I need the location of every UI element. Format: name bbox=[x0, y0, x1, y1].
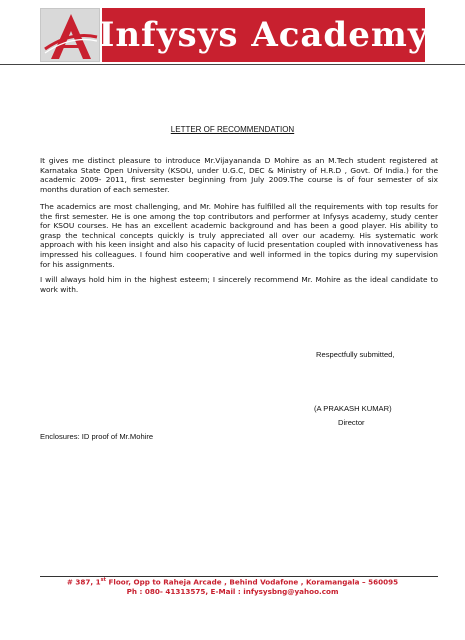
signer-name: (A PRAKASH KUMAR) bbox=[314, 404, 392, 413]
enclosures-note: Enclosures: ID proof of Mr.Mohire bbox=[40, 432, 154, 441]
header-divider bbox=[0, 64, 465, 65]
letter-title: LETTER OF RECOMMENDATION bbox=[170, 125, 295, 134]
address-part-2: Floor, Opp to Raheja Arcade , Behind Vodafone , Koramangala – 560095 bbox=[105, 577, 399, 587]
footer-address bbox=[0, 577, 465, 586]
brand-banner bbox=[98, 8, 429, 62]
paragraph-academics: The academics are most challenging, and Mr. Mohire has fulfilled all the requirements with top results for the first semester. He is one among the top contributors and performer at Infysys academy, study center for KSOU courses. He has an excellent academic background and has been a good player. His ability to grasp the technical concepts quickly is truly appreciated all over our academy. His systematic work approach with his keen insight and also his capacity of lucid presentation coupled with innovativeness has impressed his colleagues. I found him cooperative and well informed in the topics during my supervision for his assignments. bbox=[40, 202, 438, 269]
address-ordinal: st bbox=[100, 577, 106, 583]
logo-a-icon bbox=[41, 9, 100, 62]
paragraph-recommendation: I will always hold him in the highest esteem; I sincerely recommend Mr. Mohire as the ideal candidate to work with. bbox=[40, 275, 438, 294]
paragraph-introduction: It gives me distinct pleasure to introduce Mr.Vijayananda D Mohire as an M.Tech student registered at Karnataka State Open University (KSOU, under U.G.C, DEC & Ministry of H.R.D , Govt. Of India.) for the academic 2009- 2011, first semester beginning from July 2009.The course is of four semester of six months duration of each semester. bbox=[40, 156, 438, 194]
brand-name: Infysys Academy bbox=[98, 15, 429, 55]
closing-line: Respectfully submitted, bbox=[316, 350, 395, 359]
academy-logo bbox=[40, 8, 100, 62]
signer-role: Director bbox=[338, 418, 365, 427]
letterhead bbox=[40, 8, 429, 62]
address-part-1: # 387, 1 bbox=[66, 577, 101, 587]
footer-contact: Ph : 080- 41313575, E-Mail : infysysbng@yahoo.com bbox=[126, 587, 339, 596]
